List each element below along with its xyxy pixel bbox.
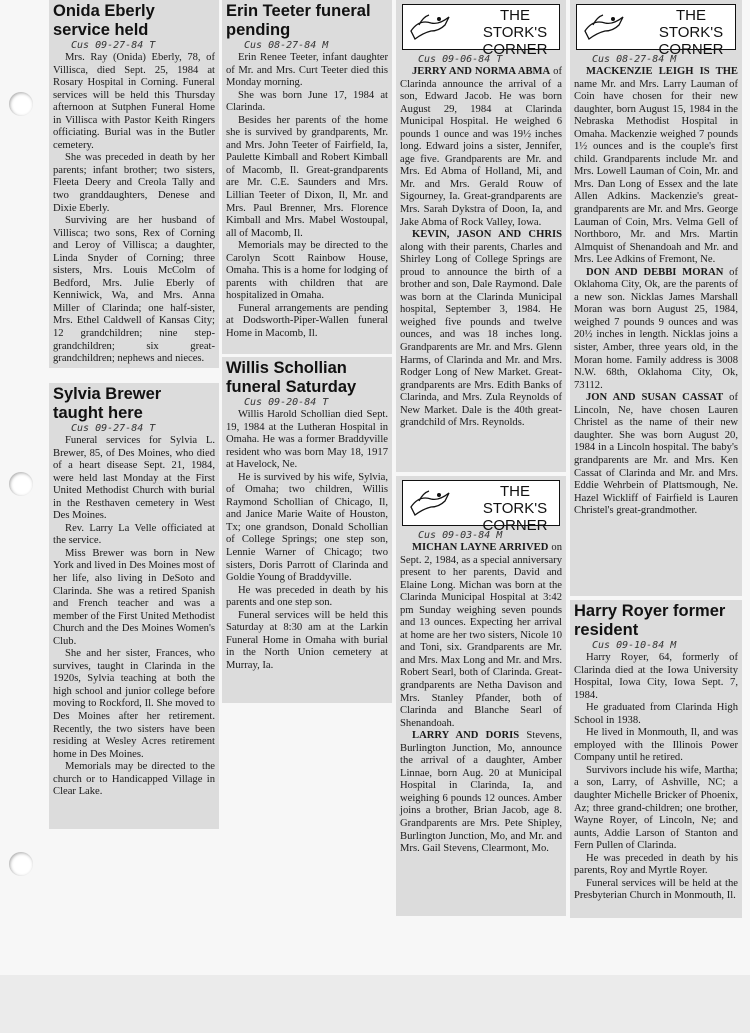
banner-line: CORNER	[658, 41, 724, 58]
paragraph: Mrs. Ray (Onida) Eberly, 78, of Villisca, died Sept. 25, 1984 at Rosary Hospital in Corning. Funeral services will be held this Thursday afternoon at Sutphen Funeral Home in Villisca with Pastor Keith Ringers officiating. Burial was in the Butler cemetery.	[53, 52, 215, 151]
banner-title	[651, 7, 731, 58]
entry-lead: JON AND SUSAN CASSAT	[586, 392, 724, 404]
binder-hole	[9, 852, 33, 876]
paragraph: She was born June 17, 1984 at Clarinda.	[226, 89, 388, 114]
paragraph: He was preceded in death by his parents and one step son.	[226, 584, 388, 609]
binder-hole	[9, 92, 33, 116]
headline: Willis Schollian funeral Saturday	[226, 359, 357, 396]
entry-text: along with their parents, Charles and Shirley Long of College Springs are proud to announce the birth of a brother and son, Dale Raymond. Dale was born at the Clarinda Municipal hospital, September 3, 1984. He weighed five pounds and twelve ounces, and was 18 inches long. Grandparents are Mr. and Mrs. Glenn Harms, of Clarinda and Mr. and Mrs. Rodger Long of New Market. Great-grandparents are Mrs. Edith Banks of Clarinda, and Mrs. Zula Reynolds of New Market. Dale is the 40th great-grandchild of Mrs. Reynolds.	[400, 241, 562, 429]
paragraph: She and her sister, Frances, who survives, taught in Clarinda in the 1920s, Sylvia teaching at both the high school and junior college before moving to Rockford, Il. She moved to Des Moines after her retirement. Recently, the two sisters have been residing at Wesley Acres retirement home in Des Moines.	[53, 648, 215, 760]
paragraph: Funeral services will be held at the Presbyterian Church in Monmouth, Il.	[574, 877, 738, 902]
handwritten-date: Cus 09-27-84 T	[71, 40, 156, 51]
entry-text: of Oklahoma City, Ok, are the parents of a new son. Nicklas James Marshall Moran was born August 25, 1984, weighed 7 pounds 9 ounces and was 20½ inches in length. Nicklas joins a sister, Amber, three years old, in the Moran home. Family address is 3008 N.W. 68th, Oklahoma City, Ok, 73112.	[574, 266, 738, 391]
paragraph: Survivors include his wife, Martha; a son, Larry, of Ashville, NC; a daughter Michelle Bricker of Phoenix, Az; three grand-children; one brother, Wayne Royer, of Lincoln, Ne; and aunts, Addie Larson of Stanton and Fern Pullen of Clarinda.	[574, 764, 738, 852]
banner-line: STORK'S	[658, 24, 724, 41]
storks-corner-banner	[402, 480, 560, 534]
entry	[574, 66, 738, 267]
entry-text: of Lincoln, Ne, have chosen Lauren Christel as the name of their new daughter. She was born August 20, 1984 in a Lincoln hospital. The baby's grandparents are Mr. and Mrs. Ken Cassat of Clarinda and Mr. and Mrs. Eddie Wehrbein of Plattsmough, Ne. Hazel Wickliff of Fairfield is Lauren Christel's great-grandmother.	[574, 392, 738, 517]
clipping-sylvia-brewer	[49, 383, 219, 829]
entry-lead: DON AND DEBBI MORAN	[586, 266, 724, 278]
handwritten-date: Cus 09-10-84 M	[592, 640, 677, 651]
entry	[400, 730, 562, 855]
paragraph: He was preceded in death by his parents, Roy and Myrtle Royer.	[574, 852, 738, 877]
entry-lead: MACKENZIE LEIGH IS THE	[586, 66, 738, 77]
headline: Harry Royer former resident	[574, 602, 726, 639]
entry-lead: KEVIN, JASON AND CHRIS	[412, 229, 562, 241]
entry-text: of Clarinda announce the arrival of a son, Edward Jacob. He was born August 29, 1984 at Clarinda Municipal Hospital. He weighed 6 pounds 1 ounce and was 19½ inches long. Edward joins a sister, Jennifer, age five. Grandparents are Mr. and Mrs. Ed Abma of Holland, Mi, and Mr. and Mrs. Gerald Rouw of Sigourney, Ia. Great-grandparents are Mrs. Sarah Dykstra of Doon, Ia, and Jake Abma of Rock Valley, Iowa.	[400, 66, 562, 228]
entry	[400, 542, 562, 730]
banner-line: THE	[500, 7, 530, 24]
stork-icon	[409, 487, 451, 519]
stork-icon	[583, 11, 625, 43]
entry-lead: JERRY AND NORMA ABMA	[412, 66, 551, 77]
entry-text: name Mr. and Mrs. Larry Lauman of Coin have chosen for their new daughter, born August 15, 1984 in the Nebraska Methodist Hospital in Omaha. Mackenzie weighed 7 pounds 1½ ounces and is the couple's first child. Grandparents include Mr. and Mrs. Lowell Lauman of Coin, Mr. and Mrs. Dan Long of Essex and the late Allen Adkins. Mackenzie's great-grandparents are Mr. and Mrs. George Lauman of Coin, Mrs. Velma Gell of Northboro, Mr. and Mrs. Martin Almquist of Shenandoah and Mr. and Mrs. Lee Adkins of Fremont, Ne.	[574, 78, 738, 266]
banner-line: THE	[676, 7, 706, 24]
banner-line: THE	[500, 483, 530, 500]
headline: Sylvia Brewer taught here	[53, 385, 162, 422]
banner-line: STORK'S	[482, 500, 548, 517]
entry-lead: MICHAN LAYNE ARRIVED	[412, 542, 549, 553]
article-body	[53, 52, 215, 366]
handwritten-date: Cus 09-27-84 T	[71, 423, 156, 434]
paragraph: Rev. Larry La Velle officiated at the service.	[53, 522, 215, 547]
paragraph: He lived in Monmouth, Il, and was employed with the Illinois Power Company until he retired.	[574, 727, 738, 764]
article-body	[226, 409, 388, 672]
banner-line: STORK'S	[482, 24, 548, 41]
paragraph: He is survived by his wife, Sylvia, of Omaha; two children, Willis Raymond Schollian of Chicago, Il, and Janice Marie Waite of Houston, Tx; one grandson, Donald Schollian of College Springs; one step son, Lennie Warner of Chicago; two sisters, Doris Parrott of Clarinda and Goldie Young of Braddyville.	[226, 471, 388, 584]
clipping-storks-corner-abma-long	[396, 0, 566, 472]
paragraph: She was preceded in death by her parents; infant brother; two sisters, Fleeta Deery and Creola Tally and two granddaughters, Denese and Dixie Eberly.	[53, 152, 215, 214]
headline: Erin Teeter funeral pending	[226, 2, 371, 39]
entry	[574, 392, 738, 517]
entry	[574, 267, 738, 392]
handwritten-date: Cus 09-03-84 M	[418, 530, 503, 541]
paragraph: Funeral arrangements are pending at Dodsworth-Piper-Wallen funeral Home in Macomb, Il.	[226, 302, 388, 340]
clipping-storks-corner-lauman-moran-cassat	[570, 0, 742, 596]
handwritten-date: Cus 08-27-84 M	[592, 54, 677, 65]
paragraph: Funeral services will be held this Saturday at 8:30 am at the Larkin Funeral Home in Omaha with burial in the North Union cemetery at Murray, Ia.	[226, 609, 388, 671]
clipping-harry-royer	[570, 600, 742, 918]
entry-text: Stevens, Burlington Junction, Mo, announce the arrival of a daughter, Amber Linnae, born Aug. 20 at Municipal Hospital in Clarinda, Ia, and weighing 6 pounds 12 ounces. Amber joins a brother, Brian Jacob, age 8. Grandparents are Mrs. Pete Shipley, Burlington Junction, Mo, and Mr. and Mrs. Gail Stevens, Clearmont, Mo.	[400, 730, 562, 855]
clipping-onida-eberly	[49, 0, 219, 368]
binder-hole	[9, 472, 33, 496]
banner-line: CORNER	[482, 41, 548, 58]
entry	[400, 229, 562, 430]
paragraph: Willis Harold Schollian died Sept. 19, 1984 at the Lutheran Hospital in Omaha. He was a former Braddyville resident who was born May 18, 1917 at Havelock, Ne.	[226, 409, 388, 471]
clipping-willis-schollian	[222, 357, 392, 703]
paragraph: Harry Royer, 64, formerly of Clarinda died at the Iowa University Hospital, Iowa City, Iowa Sept. 7, 1984.	[574, 652, 738, 701]
paragraph: Besides her parents of the home she is survived by grandparents, Mr. and Mrs. John Teeter of Fairfield, Ia, Paulette Kimball and Robert Kimball of Macomb, Il. Great-grandparents are Mr. C.E. Saunders and Mrs. Lillian Teeter of Dixon, Il, Mr. and Mrs. Paul Brenner, Mrs. Florence Kimball and Mrs. Mabel Wostoupal, all of Macomb, Il.	[226, 114, 388, 239]
paragraph: Miss Brewer was born in New York and lived in Des Moines most of her life, also living in DeSoto and Clarinda. She was a retired Spanish and French teacher and was a member of the First United Methodist Church and the Des Moines Women's Club.	[53, 547, 215, 647]
paragraph: Surviving are her husband of Villisca; two sons, Rex of Corning and Leroy of Villisca; a daughter, Linda Snyder of Corning; three sisters, Mrs. Louis McColm of Bedford, Mrs. Julie Eberly of Kenniwick, Wa, and Mrs. Anna Miller of Clarinda; one half-sister, Mrs. Ethel Caldwell of Kansas City; 12 grandchildren; nine step-grandchildren; six great-grandchildren; nephews and nieces.	[53, 215, 215, 365]
banner-title	[475, 7, 555, 58]
clipping-erin-teeter	[222, 0, 392, 354]
storks-corner-banner	[402, 4, 560, 58]
paragraph: Memorials may be directed to the church or to Handicapped Village in Clear Lake.	[53, 761, 215, 798]
article-body	[400, 542, 562, 856]
article-body	[400, 66, 562, 430]
article-body	[574, 652, 738, 903]
banner-line: CORNER	[482, 517, 548, 534]
handwritten-date: Cus 09-06-84 T	[418, 54, 503, 65]
article-body	[574, 66, 738, 518]
paragraph: Memorials may be directed to the Carolyn Scott Rainbow House, Omaha. This is a home for lodging of parents with children that are hospitalized in Omaha.	[226, 240, 388, 302]
entry	[400, 66, 562, 229]
entry-lead: LARRY AND DORIS	[412, 730, 520, 742]
article-body	[226, 52, 388, 341]
paragraph: He graduated from Clarinda High School in 1938.	[574, 702, 738, 726]
handwritten-date: Cus 09-20-84 T	[244, 397, 329, 408]
article-body	[53, 435, 215, 799]
storks-corner-banner	[576, 4, 736, 58]
clipping-storks-corner-long-stevens	[396, 476, 566, 916]
banner-title	[475, 483, 555, 534]
paragraph: Erin Renee Teeter, infant daughter of Mr. and Mrs. Curt Teeter died this Monday morning.	[226, 52, 388, 89]
paragraph: Funeral services for Sylvia L. Brewer, 85, of Des Moines, who died of a heart disease Sept. 21, 1984, were held last Monday at the First United Methodist Church with burial in the Resthaven cemetery in West Des Moines.	[53, 435, 215, 522]
stork-icon	[409, 11, 451, 43]
entry-text: on Sept. 2, 1984, as a special anniversary present to her parents, David and Elaine Long. Michan was born at the Clarinda Municipal Hospital at 3:42 pm Sunday weighing seven pounds and 13 ounces. Expecting her arrival at home are her two sisters, Nicole 10 and Toni, six. Grandparents are Mr. and Mrs. Max Long and Mr. and Mrs. Robert Searl, both of Clarinda. Great-grandparents are Netha Davison and Mrs. Stanley Pfander, both of Clarinda and Blanche Searl of Shenandoah.	[400, 542, 562, 729]
handwritten-date: Cus 08-27-84 M	[244, 40, 329, 51]
headline: Onida Eberly service held	[53, 2, 155, 39]
